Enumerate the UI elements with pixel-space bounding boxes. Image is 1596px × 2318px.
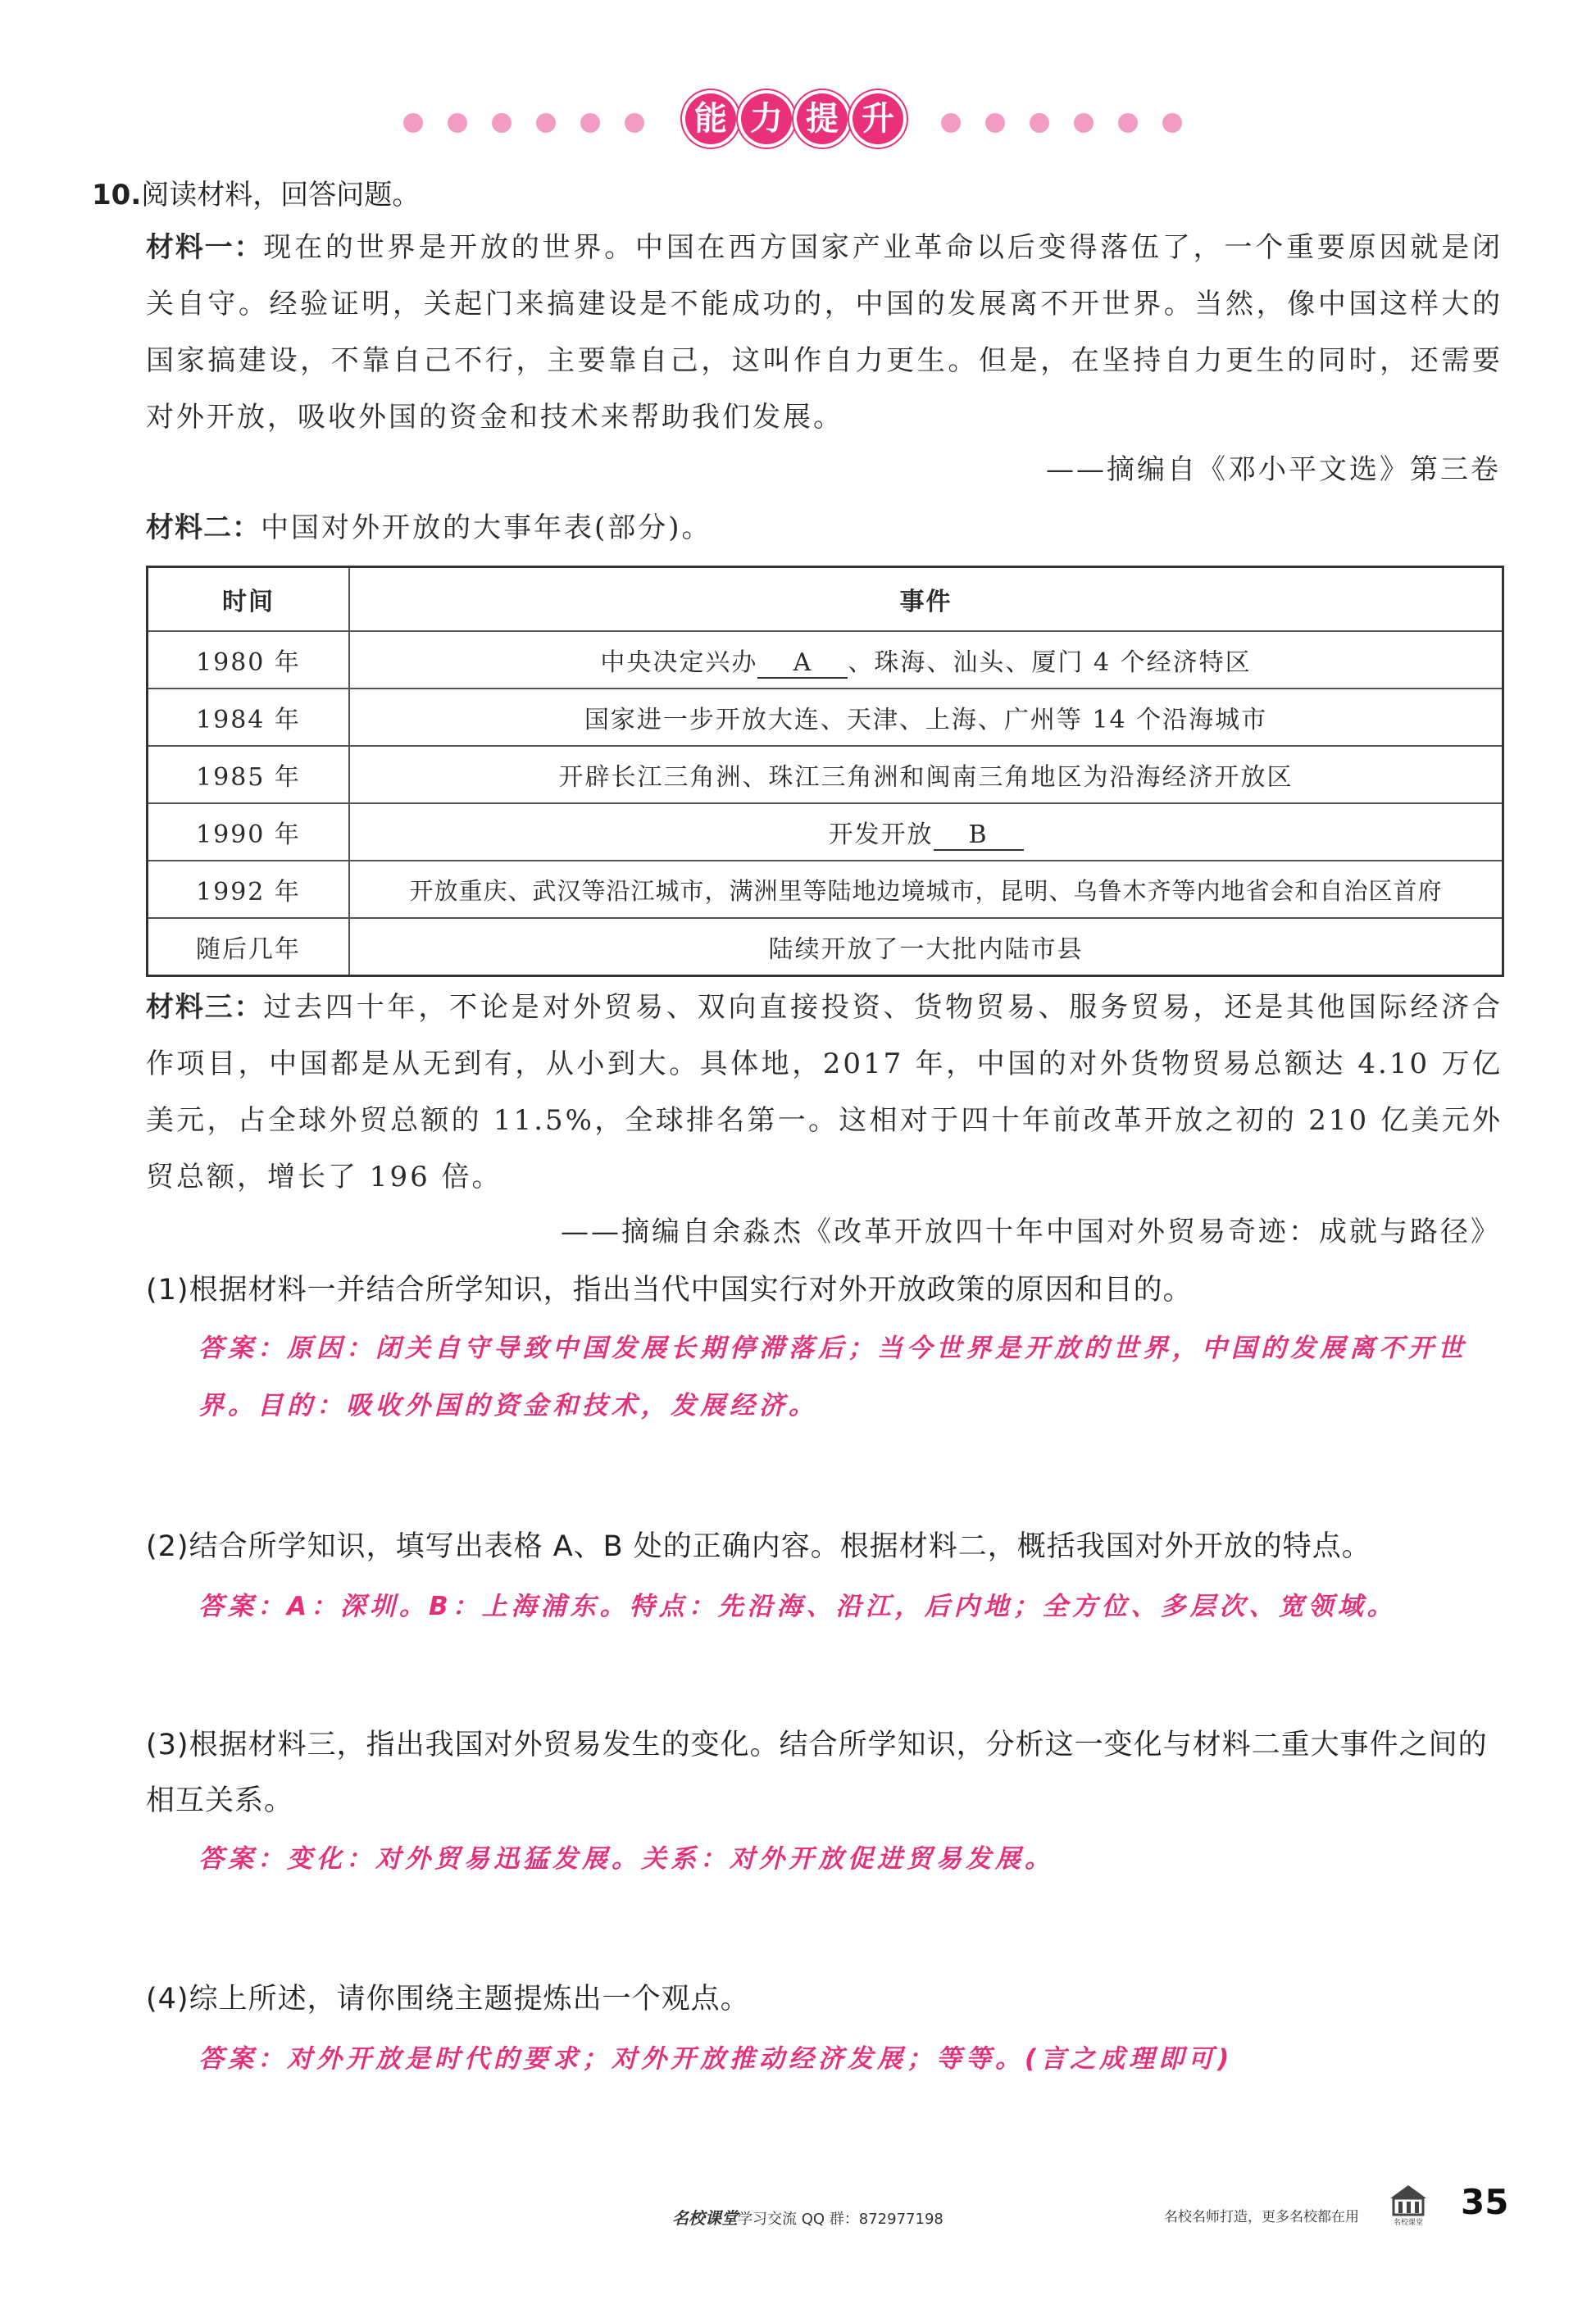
table-header-row bbox=[148, 567, 1503, 632]
sub-question-4: (4)综上所述，请你围绕主题提炼出一个观点。 bbox=[146, 1983, 750, 2016]
logo-icon bbox=[1385, 2180, 1431, 2226]
column-header-time: 时间 bbox=[148, 567, 350, 632]
logo-caption: 名校课堂 bbox=[1393, 2219, 1424, 2226]
event-cell: 开放重庆、武汉等沿江城市，满洲里等陆地边境城市，昆明、乌鲁木齐等内地省会和自治区首府 bbox=[349, 861, 1503, 918]
answer-1: 答案：原因：闭关自守导致中国发展长期停滞落后；当今世界是开放的世界，中国的发展离不开世界。目的：吸收外国的资金和技术，发展经济。 bbox=[198, 1334, 1467, 1420]
event-text: 中央决定兴办 bbox=[600, 648, 758, 677]
event-cell: 国家进一步开放大连、天津、上海、广州等 14 个沿海城市 bbox=[349, 689, 1503, 746]
dot-icon bbox=[1074, 113, 1094, 133]
title-char: 提 bbox=[797, 93, 848, 144]
footer-brand: 名校课堂 bbox=[672, 2208, 738, 2228]
dot-icon bbox=[492, 113, 512, 133]
material-one bbox=[146, 220, 1503, 446]
sub-question-2: (2)结合所学知识，填写出表格 A、B 处的正确内容。根据材料二，概括我国对外开放的特点。 bbox=[146, 1530, 1371, 1563]
dot-icon bbox=[536, 113, 556, 133]
table-row bbox=[148, 689, 1503, 746]
material-three-text: 过去四十年，不论是对外贸易、双向直接投资、货物贸易、服务贸易，还是其他国际经济合作项目，中国都是从无到有，从小到大。具体地，2017 年，中国的对外货物贸易总额达 4.10 万亿美元，占全球外贸总额的 11.5%，全球排名第一。这相对于四十年前改革开放之初的 210 亿美元外贸总额，增长了 196 倍。 bbox=[146, 991, 1503, 1193]
dot-icon bbox=[941, 113, 961, 133]
material-three bbox=[146, 979, 1503, 1206]
material-three-source: ——摘编自余淼杰《改革开放四十年中国对外贸易奇迹：成就与路径》 bbox=[561, 1216, 1501, 1248]
title-char: 力 bbox=[741, 93, 792, 144]
dot-icon bbox=[1162, 113, 1182, 133]
dot-icon bbox=[985, 113, 1005, 133]
blank-a: A bbox=[757, 649, 848, 679]
decorative-dots-left bbox=[403, 113, 644, 133]
material-three-label: 材料三： bbox=[146, 991, 264, 1024]
sub-question-1: (1)根据材料一并结合所学知识，指出当代中国实行对外开放政策的原因和目的。 bbox=[146, 1274, 1193, 1307]
material-one-source: ——摘编自《邓小平文选》第三卷 bbox=[1046, 453, 1501, 486]
footer-qq-text: 学习交流 QQ 群：872977198 bbox=[738, 2211, 944, 2228]
material-one-text: 现在的世界是开放的世界。中国在西方国家产业革命以后变得落伍了，一个重要原因就是闭关自守。经验证明，关起门来搞建设是不能成功的，中国的发展离不开世界。当然，像中国这样大的国家搞建设，不靠自己不行，主要靠自己，这叫作自力更生。但是，在坚持自力更生的同时，还需要对外开放，吸收外国的资金和技术来帮助我们发展。 bbox=[146, 231, 1503, 434]
title-char: 升 bbox=[853, 93, 903, 144]
column-header-event: 事件 bbox=[349, 567, 1503, 632]
year-cell: 1984 年 bbox=[148, 689, 350, 746]
footer-qq-info bbox=[672, 2205, 944, 2229]
question-number: 10. bbox=[92, 179, 142, 211]
blank-b: B bbox=[934, 821, 1024, 851]
answer-2: 答案：A：深圳。B：上海浦东。特点：先沿海、沿江，后内地；全方位、多层次、宽领域。 bbox=[198, 1592, 1397, 1621]
table-row bbox=[148, 803, 1503, 861]
table-row bbox=[148, 746, 1503, 803]
table-row bbox=[148, 631, 1503, 689]
dot-icon bbox=[448, 113, 467, 133]
material-two-label: 材料二： bbox=[146, 511, 261, 544]
material-two-text: 中国对外开放的大事年表(部分)。 bbox=[261, 511, 712, 544]
dot-icon bbox=[403, 113, 423, 133]
event-cell: 开辟长江三角洲、珠江三角洲和闽南三角地区为沿海经济开放区 bbox=[349, 746, 1503, 803]
answer-4: 答案：对外开放是时代的要求；对外开放推动经济发展；等等。(言之成理即可) bbox=[198, 2044, 1234, 2074]
year-cell: 随后几年 bbox=[148, 918, 350, 976]
event-text: 、珠海、汕头、厦门 4 个经济特区 bbox=[848, 648, 1252, 677]
material-one-label: 材料一： bbox=[146, 231, 264, 264]
event-text: 开发开放 bbox=[828, 820, 934, 849]
title-char: 能 bbox=[685, 93, 736, 144]
dot-icon bbox=[625, 113, 644, 133]
table-row bbox=[148, 918, 1503, 976]
question-title bbox=[92, 172, 420, 212]
dot-icon bbox=[580, 113, 600, 133]
footer-slogan: 名校名师打造，更多名校都在用 bbox=[1164, 2209, 1359, 2225]
dot-icon bbox=[1030, 113, 1049, 133]
section-title bbox=[685, 93, 903, 144]
decorative-dots-right bbox=[941, 113, 1182, 133]
section-header bbox=[0, 90, 1596, 156]
table-row bbox=[148, 861, 1503, 918]
material-two bbox=[146, 500, 1503, 557]
sub-question-3: (3)根据材料三，指出我国对外贸易发生的变化。结合所学知识，分析这一变化与材料二重大事件之间的相互关系。 bbox=[146, 1729, 1488, 1817]
answer-3: 答案：变化：对外贸易迅猛发展。关系：对外开放促进贸易发展。 bbox=[198, 1844, 1054, 1874]
dot-icon bbox=[1118, 113, 1138, 133]
building-logo-icon bbox=[1385, 2180, 1431, 2226]
year-cell: 1980 年 bbox=[148, 631, 350, 689]
year-cell: 1992 年 bbox=[148, 861, 350, 918]
events-table bbox=[146, 566, 1504, 977]
year-cell: 1990 年 bbox=[148, 803, 350, 861]
year-cell: 1985 年 bbox=[148, 746, 350, 803]
event-cell bbox=[349, 631, 1503, 689]
event-cell: 陆续开放了一大批内陆市县 bbox=[349, 918, 1503, 976]
question-prompt: 阅读材料，回答问题。 bbox=[141, 179, 421, 211]
page-number: 35 bbox=[1461, 2182, 1509, 2222]
event-cell bbox=[349, 803, 1503, 861]
